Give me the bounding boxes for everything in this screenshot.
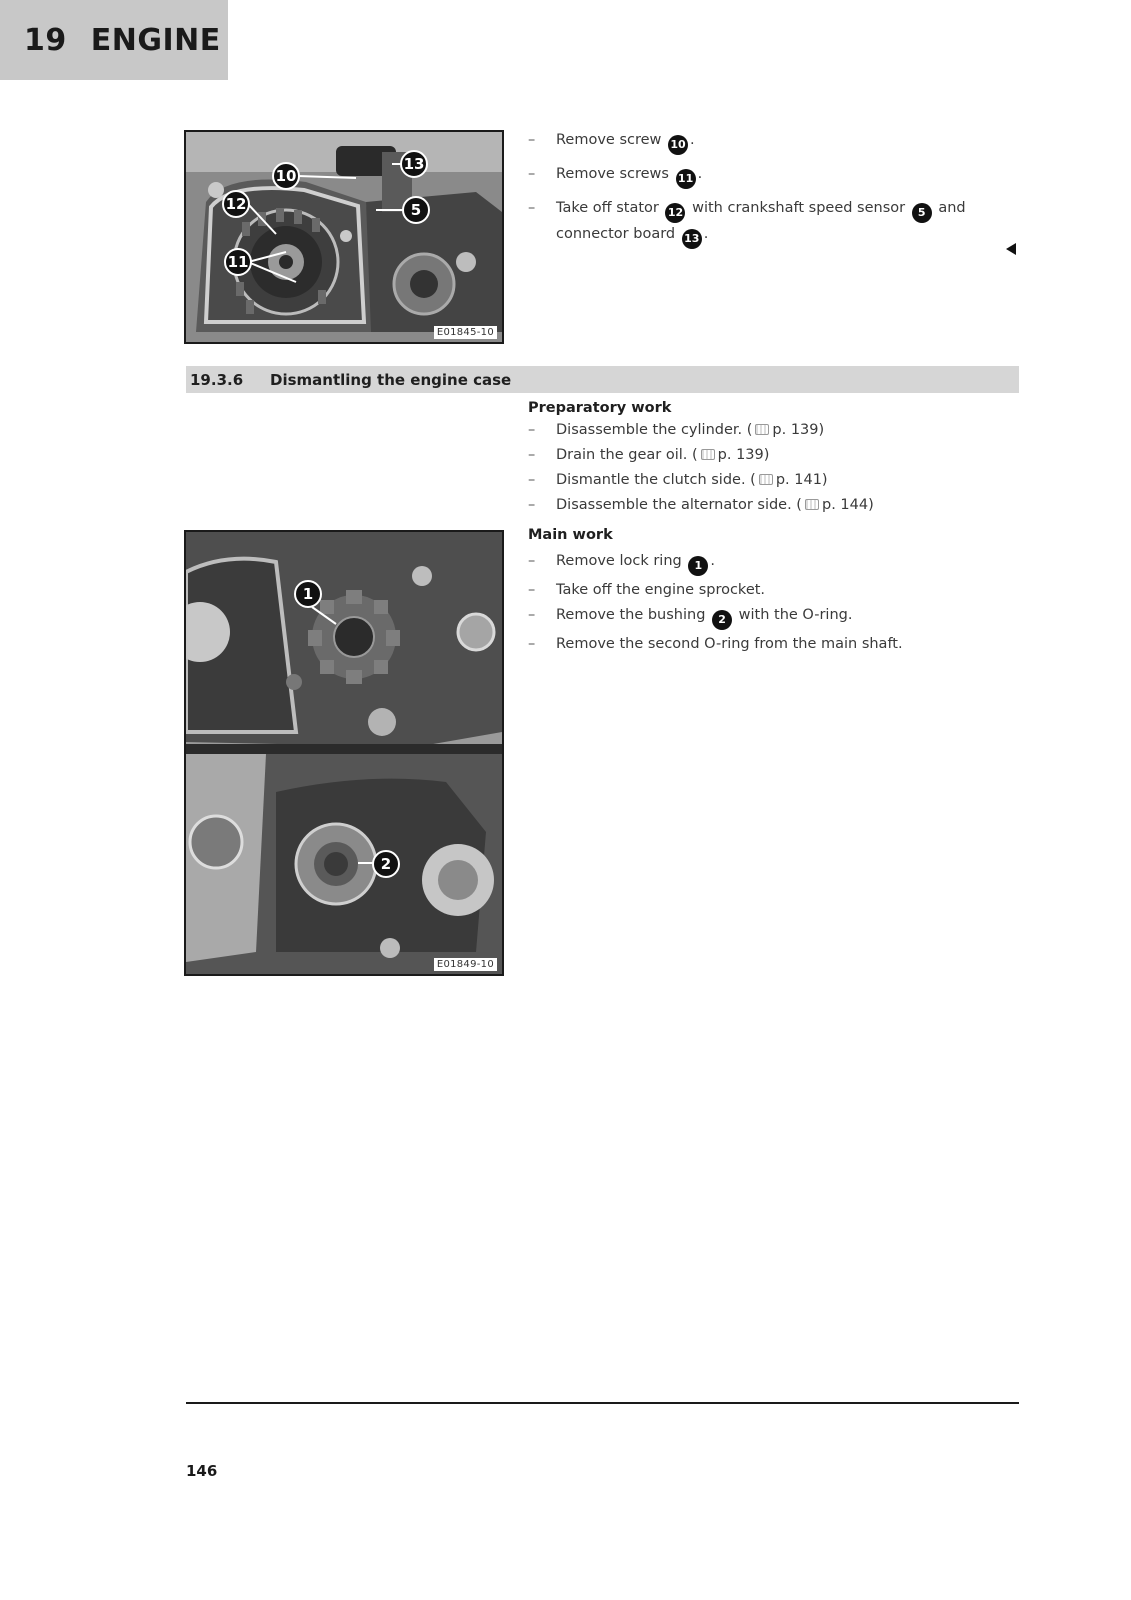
callout-2: 2 [372, 850, 400, 878]
punct: . [697, 166, 703, 182]
step-text: Remove lock ring [556, 553, 682, 569]
figure-code: E01845-10 [434, 326, 497, 339]
step-text: Remove the second O-ring from the main shaft. [556, 636, 903, 652]
punct: . [690, 132, 695, 148]
figure-sprocket-photo [184, 530, 504, 976]
step-text: Take off the engine sprocket. [556, 582, 766, 598]
punct: . [703, 226, 709, 242]
section-number: 19.3.6 [190, 370, 244, 389]
manual-reference-icon [805, 499, 819, 510]
callout-10: 10 [272, 162, 300, 190]
prep-item [526, 444, 1018, 466]
ref-badge: 10 [668, 135, 688, 155]
step-text: and connector board [556, 200, 966, 242]
step-text: with the O-ring. [738, 607, 853, 623]
manual-reference-icon [701, 449, 715, 460]
footer-divider [186, 1402, 1019, 1404]
ref-badge: 12 [665, 203, 685, 223]
page-number: 146 [186, 1462, 218, 1480]
punct: . [710, 553, 715, 569]
step-text: Remove the bushing [556, 607, 706, 623]
prep-item [526, 494, 1018, 516]
page-link[interactable]: p. 141) [775, 472, 828, 488]
step-remove-bushing [526, 604, 1018, 630]
chapter-title: ENGINE [90, 22, 221, 58]
callout-11: 11 [224, 248, 252, 276]
section-title: Dismantling the engine case [270, 370, 512, 389]
ref-badge: 5 [912, 203, 932, 223]
stator-steps [526, 129, 1018, 257]
ref-badge: 1 [688, 556, 708, 576]
main-work-list [526, 550, 1018, 658]
ref-badge: 2 [712, 610, 732, 630]
ref-badge: 11 [676, 169, 696, 189]
figure-code: E01849-10 [434, 958, 497, 971]
preparatory-heading: Preparatory work [528, 400, 672, 416]
manual-reference-icon [759, 474, 773, 485]
callout-1: 1 [294, 580, 322, 608]
page-link[interactable]: p. 139) [717, 447, 770, 463]
preparatory-list [526, 419, 1018, 519]
prep-text: Disassemble the cylinder. ( [556, 422, 753, 438]
prep-text: Disassemble the alternator side. ( [556, 497, 802, 513]
main-work-heading: Main work [528, 527, 613, 543]
chapter-tab [0, 0, 228, 80]
step-take-off-sprocket [526, 579, 1018, 601]
sprocket-illustration [186, 532, 502, 974]
manual-reference-icon [755, 424, 769, 435]
ref-badge: 13 [682, 229, 702, 249]
callout-13: 13 [400, 150, 428, 178]
step-remove-screw [526, 129, 1018, 155]
prep-text: Drain the gear oil. ( [556, 447, 698, 463]
figure-stator-photo [184, 130, 504, 344]
step-remove-lock-ring [526, 550, 1018, 576]
section-header [186, 366, 1019, 393]
prep-text: Dismantle the clutch side. ( [556, 472, 756, 488]
page-link[interactable]: p. 139) [772, 422, 825, 438]
step-remove-second-o-ring [526, 633, 1018, 655]
step-text: Remove screw [556, 132, 662, 148]
step-take-off-stator [526, 197, 1018, 249]
step-remove-screws [526, 163, 1018, 189]
step-text: Take off stator [556, 200, 659, 216]
step-text: Remove screws [556, 166, 669, 182]
page-link[interactable]: p. 144) [821, 497, 874, 513]
prep-item [526, 469, 1018, 491]
step-text: with crankshaft speed sensor [692, 200, 906, 216]
engine-illustration [186, 132, 502, 342]
callout-5: 5 [402, 196, 430, 224]
end-marker-icon [1006, 243, 1016, 255]
prep-item [526, 419, 1018, 441]
chapter-number: 19 [24, 22, 67, 58]
callout-12: 12 [222, 190, 250, 218]
